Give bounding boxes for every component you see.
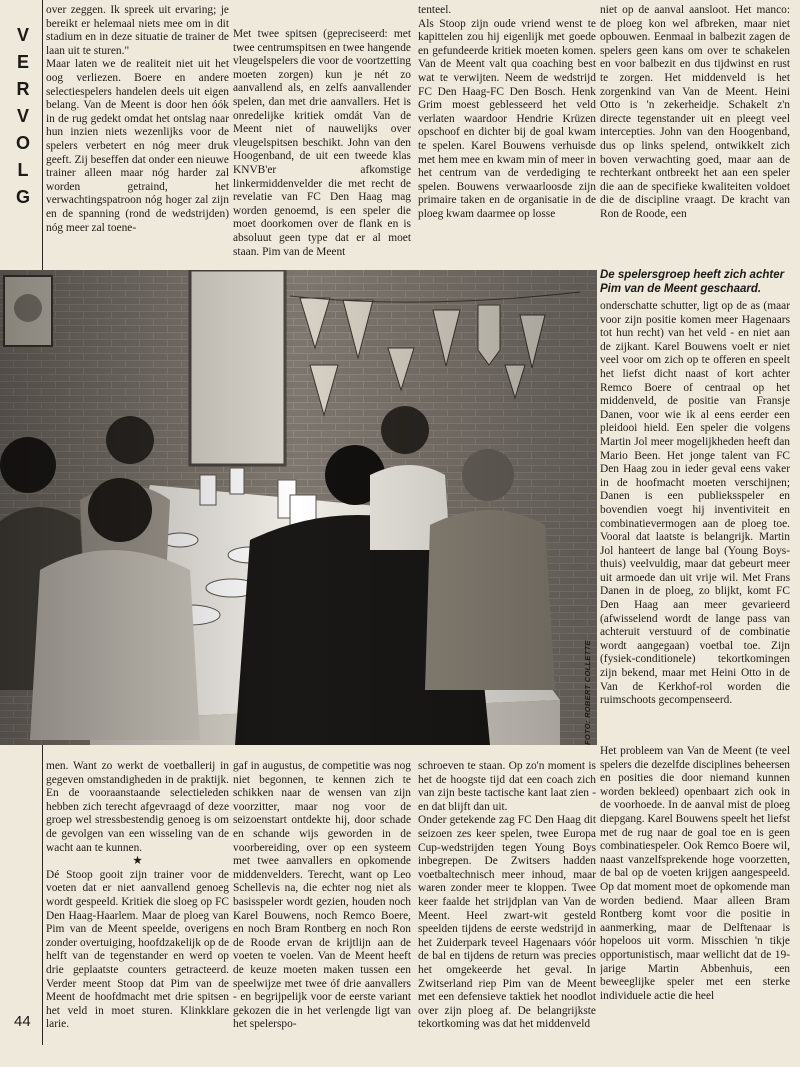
- team-dinner-photo: [0, 270, 597, 745]
- paragraph: onderschatte schutter, ligt op de as (maar voor zijn positie komen meer Hagenaars tot hun recht) van het veld - en niet aan de zijkant. Karel Bouwens voelt er niet veel voor om zich op te offeren en speelt het liefst dicht naast of kort achter Remco Boere of centraal op het middenveld, de positie van Fransje Danen, voor wie ik al eens eerder een pleidooi hield. Een speler die volgens Martin Jol meer mogelijkheden heeft dan Mario Been. Het jonge talent van FC Den Haag zou in ieder geval eens vaker in de hoofmacht moeten verschijnen; Danen is een publieksspeler en bovendien voegt hij inventiviteit en combinatievermogen aan de ploeg toe. Vooral dat laatste is belangrijk. Martin Jol hanteert de lange bal (Young Boys-thuis) veelvuldig, maar dat gebeurt meer uit armoede dan uit vrije wil. Met Frans Danen in de ploeg, zo blijkt, komt FC Den Haag aan meer gevarieerd (afwisselend wordt de lange pass van achteruit verstuurd of de combinatie wordt aangegaan) voetbal toe. Zijn (fysiek-conditionele) tekortkomingen zijn bekend, maar met Heini Otto in de Van de Kerkhof-rol worden die ruimschoots gecompenseerd.: [600, 300, 790, 707]
- photo-caption: De spelersgroep heeft zich achter Pim van de Meent geschaard.: [600, 269, 785, 295]
- section-label-letter: O: [15, 133, 30, 153]
- section-break-star: ★: [132, 855, 143, 868]
- paragraph: tenteel.: [418, 4, 452, 16]
- section-label-letter: L: [17, 160, 29, 180]
- photo-credit: FOTO: ROBERT COLLETTE: [583, 640, 592, 745]
- article-column-2-bottom: [233, 760, 411, 1060]
- paragraph: schroeven te staan. Op zo'n moment is het de hoogste tijd dat een coach zich van zijn beste tactische kant laat zien - en dat blijft dan uit.: [418, 760, 596, 813]
- article-column-1-bottom: [46, 760, 229, 1060]
- article-column-4-top: [600, 4, 790, 269]
- article-column-2-top: [233, 28, 411, 268]
- paragraph: Dé Stoop gooit zijn trainer voor de voeten dat er niet aanvallend genoeg wordt gespeeld. Kritiek die sloeg op FC Den Haag-Haarlem. Maar de ploeg van Pim van de Meent speelde, overigens zonder overtuiging, hoofdzakelijk op de helft van de tegenstander en werd op drie geplaatste counters getracteerd. Verder meent Stoop dat Pim van de Meent de hoofdmacht met drie spitsen het veld in moet sturen. Klinkklare larie.: [46, 868, 229, 1031]
- article-column-3-bottom: [418, 760, 596, 1060]
- paragraph: over zeggen. Ik spreek uit ervaring; je bereikt er helemaal niets mee om in dit stadium en in deze situatie de trainer de laan uit te sturen.": [46, 4, 229, 57]
- section-label-letter: V: [16, 106, 29, 126]
- article-column-1-top: [46, 4, 229, 269]
- article-column-4-middle: [600, 300, 790, 745]
- article-column-3-top: [418, 4, 596, 269]
- photo-illustration: [0, 270, 597, 745]
- page-number: 44: [14, 1013, 31, 1030]
- column-rule: [42, 745, 43, 1045]
- column-rule: [42, 0, 43, 270]
- section-label-vervolg: [8, 22, 38, 272]
- paragraph: Onder getekende zag FC Den Haag dit seizoen zes keer spelen, twee Europa Cup-wedstrijden tegen Young Boys inbegrepen. De Zwitsers hadden voetbaltechnisch meer inhoud, maar waren zonder meer te kloppen. Twee keer faalde het strijdplan van Van de Meent. Heel zwart-wit gesteld speelden tijdens de eerste wedstrijd in het Zuiderpark teveel Hagenaars vóór de bal en tijdens de return was precies het omgekeerde het geval. In Zwitserland riep Pim van de Meent met een defensieve taktiek het noodlot over zijn ploeg af. De belangrijkste tekortkoming was dat het middenveld: [418, 814, 596, 1031]
- section-label-letter: V: [16, 25, 29, 45]
- section-label-letter: E: [16, 52, 29, 72]
- paragraph: niet op de aanval aansloot. Het manco: de ploeg kon wel afbreken, maar niet opbouwen. Eenmaal in balbezit zagen de spelers geen kans om over te schakelen en voor balbezit en dus tijdwinst en rust te zorgen. Het middenveld is het zorgenkind van Van de Meent. Heini Otto is 'n zekerheidje. Schakelt z'n directe tegenstander uit en pleegt veel intercepties. John van den Hoogenband, dus op links spelend, ontwikkelt zich boven verwachting goed, maar aan de rechterkant ontbreekt het aan een speler die aan de specifieke kwaliteiten voldoet die de discipline vraagt. De kracht van Ron de Roode, een: [600, 4, 790, 220]
- paragraph: Met twee spitsen (gepreciseerd: met twee centrumspitsen en twee hangende vleugelspelers die voor de voortzetting moeten zorgen) kun je nét zo aanvallend als, en zelfs aanvallender spelen, dan met drie aanvallers. Het is onredelijke kritiek omdát Van de Meent niet of nauwelijks over vleugelspitsen beschikt. John van den Hoogenband, de uit een tweede klas KNVB'er afkomstige linkermiddenvelder die met recht de revelatie van FC Den Haag mag worden genoemd, is een speler die moet doorkomen over de flank en is absoluut geen type dat er al moet staan. Pim van de Meent: [233, 28, 411, 258]
- paragraph: Het probleem van Van de Meent (te veel spelers die dezelfde disciplines beheersen en posities die door niemand kunnen worden bekleed) openbaart zich ook in de voorhoede. In de aanval mist de ploeg diepgang. Karel Bouwens speelt het liefst met de rug naar de goal toe en is geen combinatiespeler. Ook Remco Boere wil, naast vanzelfsprekende hoge voorzetten, de bal op de voeten krijgen aangespeeld. Op dat moment moet de opkomende man worden bediend. Maar alleen Bram Rontberg komt voor die positie in aanmerking, maar de Delftenaar is hopeloos uit vorm. Misschien 'n tikje opportunistisch, maar wellicht dat de 19-jarige Martin Abbenhuis, een beweeglijke speler met een sterke individuele actie die heel: [600, 745, 790, 1002]
- paragraph: Als Stoop zijn oude vriend wenst te kapittelen zou hij eigenlijk met goede en gefundeerde kritiek moeten komen. Van de Meent valt qua coaching best wat te verwijten. Neem de wedstrijd FC Den Haag-FC Den Bosch. Henk Grim moest geblesseerd het veld verlaten waardoor Hendrie Krüzen opschoof en dichter bij de goal kwam te spelen. Karel Bouwens verhuisde met hem mee en kwam min of meer in het centrum van de verdediging te spelen. Bouwens verwaarloosde zijn primaire taken en de organisatie in de ploeg kwam daarmee op losse: [418, 17, 596, 220]
- paragraph: men. Want zo werkt de voetballerij in gegeven omstandigheden in de praktijk. En de vooraanstaande selectieleden hebben zich terecht afgevraagd of deze groep wel stressbestendig genoeg is om de gevolgen van een wisseling van de wacht aan te kunnen.: [46, 760, 229, 854]
- section-label-letter: R: [16, 79, 30, 99]
- section-label-letter: G: [15, 187, 30, 207]
- article-column-4-bottom: [600, 745, 790, 1060]
- paragraph: gaf in augustus, de competitie was nog niet begonnen, te kennen zich te schikken naar de wensen van zijn voorzitter, maar nog voor de seizoenstart ontdekte hij, door schade en schande wijs geworden in de voorbereiding, over op een systeem met twee aanvallers en opkomende middenvelders. Terecht, want op Leo Schellevis na, die echter nog niet als basisspeler wordt gezien, houden noch Karel Bouwens, noch Remco Boere, en noch Bram Rontberg en noch Ron de Roode ervan de krijtlijn aan de voeten te voelen. Van de Meent heeft de keuze moeten maken tussen een speelwijze met twee óf drie aanvallers - en begrijpelijk voor de eerste variant gekozen die in het verlengde ligt van het spelerspo-: [233, 760, 411, 1031]
- paragraph: Maar laten we de realiteit niet uit het oog verliezen. Boere en andere selectiespelers handelen deels uit eigen belang. Van de Meent is door hen óók in de rug gedekt omdat het ontslag naar hun inzien niets wezenlijks voor de spelers verbetert en nóg meer druk geeft. Zij beseffen dat onder een nieuwe trainer alleen maar nóg harder zal worden getraind, het verwachtingspatroon nóg hoger zal zijn en de spanning (rond de wedstrijden) nóg meer zal toene-: [46, 58, 229, 234]
